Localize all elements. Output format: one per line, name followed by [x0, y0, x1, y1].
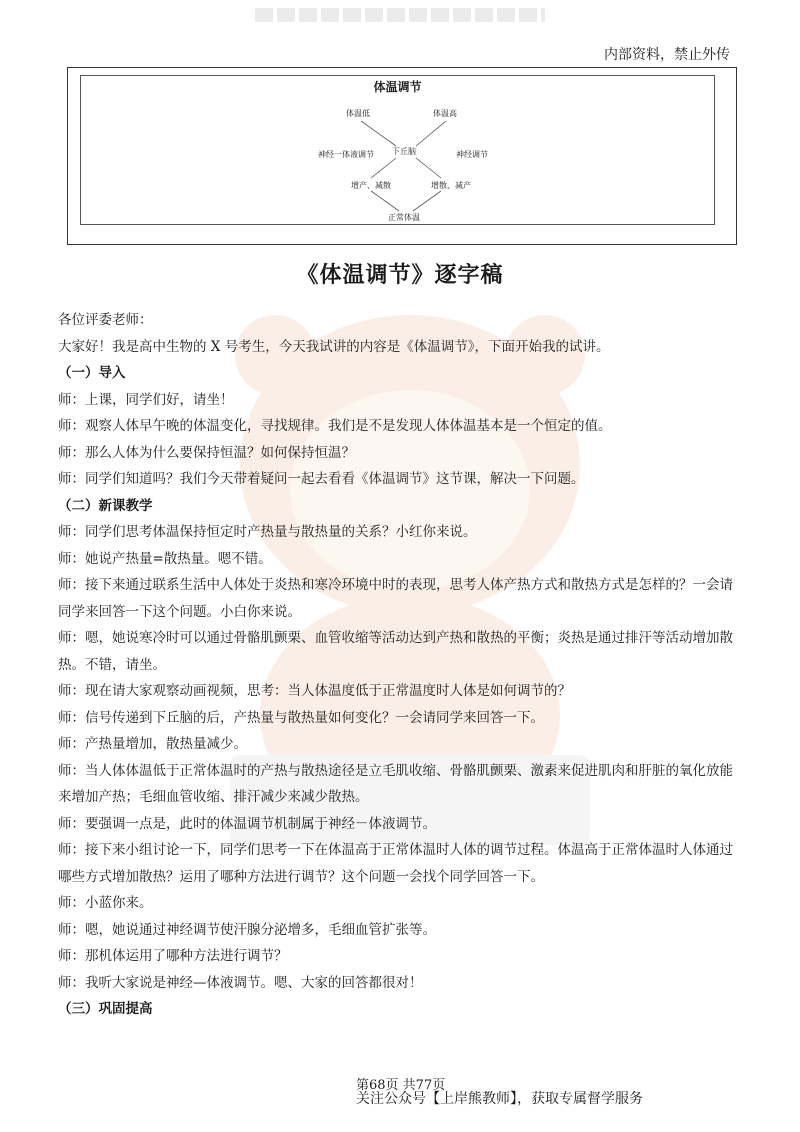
paragraph: 师：同学们知道吗？我们今天带着疑问一起去看看《体温调节》这节课，解决一下问题。 [58, 471, 585, 487]
paragraph: 大家好！我是高中生物的 X 号考生，今天我试讲的内容是《体温调节》，下面开始我的试讲。 [58, 338, 610, 355]
paragraph: 师：当人体体温低于正常体温时的产热与散热途径是立毛肌收缩、骨骼肌颤栗、激素来促进肌肉和肝脏的氧化放能来增加产热；毛细血管收缩、排汗减少来减少散热。 [58, 762, 733, 805]
paragraph: 师：同学们思考体温保持恒定时产热量与散热量的关系？小红你来说。 [58, 524, 477, 540]
paragraph: 师：现在请大家观察动画视频，思考：当人体温度低于正常温度时人体是如何调节的？ [58, 683, 571, 699]
paragraph: 师：信号传递到下丘脑的后，产热量与散热量如何变化？一会请同学来回答一下。 [58, 709, 544, 726]
confidential-notice: 内部资料，禁止外传 [604, 47, 730, 63]
document-body [58, 307, 744, 1023]
node-hypothalamus: 下丘脑 [392, 147, 416, 156]
paragraph: 师：我听大家说是神经—体液调节。嗯、大家的回答都很对！ [58, 974, 423, 991]
node-neural: 神经调节 [456, 150, 488, 159]
node-increase-heat: 增产、减散 [351, 181, 391, 190]
section-heading: （二）新课教学 [58, 497, 153, 514]
diagram-title: 体温调节 [373, 80, 422, 94]
paragraph: 师：嗯，她说通过神经调节使汗腺分泌增多，毛细血管扩张等。 [58, 921, 436, 938]
node-low-temp: 体温低 [346, 109, 370, 118]
footer-promo: 关注公众号【上岸熊教师】，获取专属督学服务 [356, 1091, 643, 1107]
section-heading: （三）巩固提高 [58, 1001, 153, 1017]
arrow-center-to-left [371, 158, 396, 178]
section-heading: （一）导入 [58, 365, 126, 381]
node-increase-loss: 增散、减产 [431, 181, 471, 190]
paragraph: 师：产热量增加，散热量减少。 [58, 736, 247, 752]
node-neuro-humoral: 神经一体液调节 [318, 150, 374, 159]
page-number: 第68页 共77页 [356, 1078, 446, 1093]
paragraph: 师：嗯，她说寒冷时可以通过骨骼肌颤栗、血管收缩等活动达到产热和散热的平衡；炎热是通过排汗等活动增加散热。不错，请坐。 [58, 630, 733, 673]
paragraph: 师：小蓝你来。 [58, 895, 153, 911]
paragraph: 各位评委老师： [58, 312, 153, 328]
paragraph: 师：那么人体为什么要保持恒温？如何保持恒温？ [58, 444, 355, 461]
thermoregulation-diagram [80, 75, 715, 225]
paragraph: 师：接下来小组讨论一下，同学们思考一下在体温高于正常体温时人体的调节过程。体温高于正常体温时人体通过哪些方式增加散热？运用了哪种方法进行调节？这个问题一会找个同学回答一下。 [58, 842, 733, 885]
faded-header-text [255, 8, 545, 22]
paragraph: 师：她说产热量=散热量。嗯不错。 [58, 550, 272, 567]
node-normal-temp: 正常体温 [388, 213, 420, 222]
paragraph: 师：接下来通过联系生活中人体处于炎热和寒冷环境中时的表现，思考人体产热方式和散热方式是怎样的？一会请同学来回答一下这个问题。小白你来说。 [58, 577, 733, 620]
arrow-right-to-normal [413, 191, 441, 211]
paragraph: 师：那机体运用了哪种方法进行调节？ [58, 948, 288, 964]
arrow-center-to-right [416, 158, 441, 178]
arrow-low-to-center [361, 121, 396, 146]
paragraph: 师：观察人体早午晚的体温变化，寻找规律。我们是不是发现人体体温基本是一个恒定的值。 [58, 418, 612, 434]
paragraph: 师：要强调一点是，此时的体温调节机制属于神经－体液调节。 [58, 815, 436, 832]
document-title: 《体温调节》逐字稿 [296, 262, 504, 288]
arrow-high-to-center [416, 121, 446, 146]
arrow-left-to-normal [371, 191, 399, 211]
paragraph: 师：上课，同学们好，请坐！ [58, 391, 234, 408]
node-high-temp: 体温高 [433, 109, 457, 118]
